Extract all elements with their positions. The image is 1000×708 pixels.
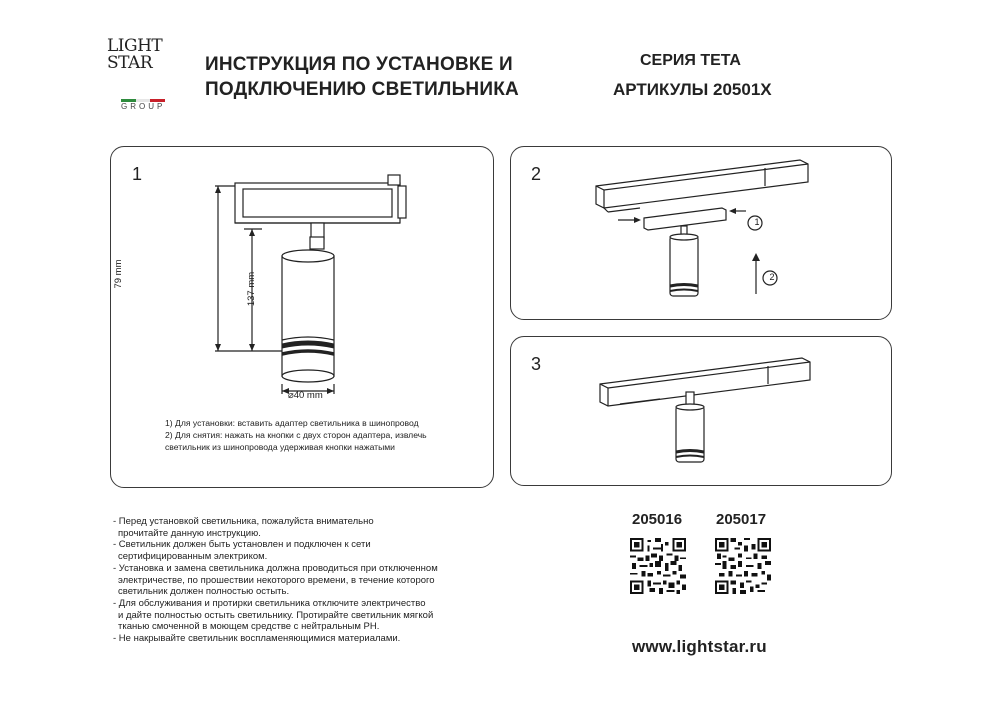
warning-line: - Для обслуживания и протирки светильника отключите электричество <box>113 597 426 609</box>
series-label: СЕРИЯ TETA <box>640 52 741 69</box>
safety-warnings <box>113 516 438 645</box>
warning-line: - Светильник должен быть установлен и подключен к сети <box>113 539 371 551</box>
warning-line: электричестве, по прошествии некоторого времени, в течение которого <box>118 574 435 586</box>
step-1-marker: 1 <box>754 217 760 227</box>
title-line-1: ИНСТРУКЦИЯ ПО УСТАНОВКЕ И <box>205 54 513 75</box>
step-2-marker: 2 <box>769 272 775 282</box>
note-line: 2) Для снятия: нажать на кнопки с двух сторон адаптера, извлечь <box>165 430 427 440</box>
warning-line: прочитайте данную инструкцию. <box>118 527 261 539</box>
warning-line: сертифицированным электриком. <box>118 551 268 563</box>
installed-luminaire-drawing <box>510 336 890 484</box>
note-line: светильник из шинопровода удерживая кнопки нажатыми <box>165 442 395 452</box>
warning-line: - Установка и замена светильника должна проводиться при отключенном <box>113 562 438 574</box>
article-code-205016: 205016 <box>632 511 683 528</box>
warning-line: светильник должен полностью остыть. <box>118 586 290 598</box>
articles-label: АРТИКУЛЫ 20501X <box>613 80 772 99</box>
title-line-2: ПОДКЛЮЧЕНИЮ СВЕТИЛЬНИКА <box>205 79 519 100</box>
luminaire-dimension-drawing <box>110 146 492 416</box>
page-title <box>205 52 519 102</box>
website-link[interactable]: www.lightstar.ru <box>632 637 767 656</box>
panel-2-number: 2 <box>531 164 542 184</box>
qr-code-icon[interactable] <box>630 538 686 594</box>
article-code-205017: 205017 <box>716 511 767 528</box>
logo-line-star: STAR <box>107 53 153 73</box>
note-line: 1) Для установки: вставить адаптер светильника в шинопровод <box>165 418 419 428</box>
warning-line: тканью смоченной в моющем средстве с нейтральным PH. <box>118 621 380 633</box>
logo-line-group: GROUP <box>121 102 166 111</box>
dimension-79mm: 79 mm <box>113 259 124 289</box>
panel-3-number: 3 <box>531 354 542 374</box>
install-step-drawing <box>510 146 890 318</box>
warning-line: - Не накрывайте светильник воспламеняющимися материалами. <box>113 633 401 645</box>
dimension-diameter: ⌀40 mm <box>288 390 323 401</box>
dimension-137mm: 137 mm <box>246 271 257 307</box>
brand-logo <box>107 38 173 110</box>
qr-code-icon[interactable] <box>715 538 771 594</box>
warning-line: - Перед установкой светильника, пожалуйста внимательно <box>113 516 374 527</box>
panel-1-number: 1 <box>132 164 143 184</box>
warning-line: и дайте полностью остыть светильнику. Протирайте светильник мягкой <box>118 609 434 621</box>
logo-line-light: LIGHT <box>107 36 163 56</box>
install-notes <box>165 417 427 453</box>
